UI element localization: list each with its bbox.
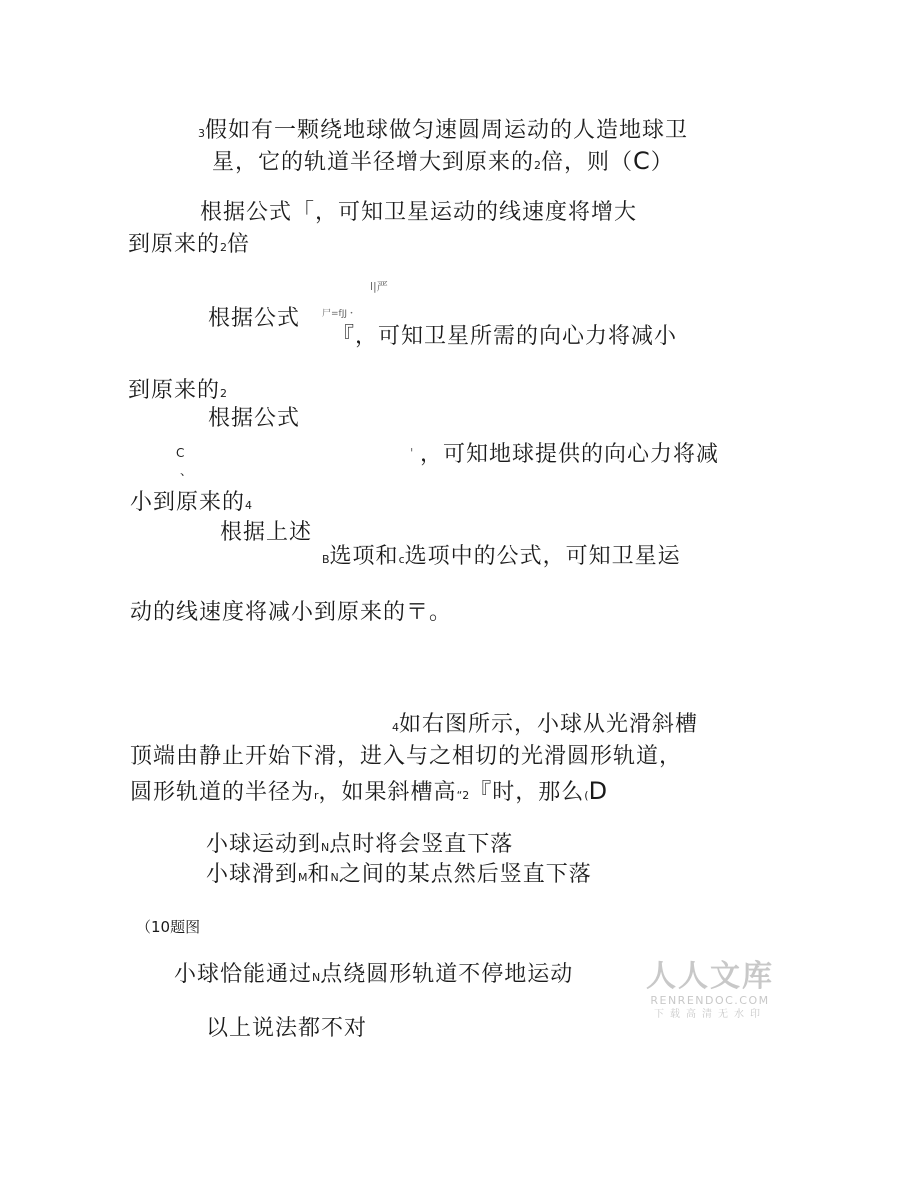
q4-stem-text3a: 圆形轨道的半径为: [130, 780, 315, 805]
q3-stem-close: ）: [650, 150, 674, 175]
q3-stem-line2: [212, 148, 674, 179]
q3-option-b-formula-small: 尸=fJJ・: [322, 309, 357, 319]
q4-stem-text1: 如右图所示，小球从光滑斜槽: [399, 712, 699, 737]
q4-answer: D: [588, 777, 609, 805]
q3-option-c-tick: 、: [180, 464, 193, 478]
q4-option-c-text1: 小球恰能通过: [174, 962, 313, 987]
q4-option-a-text1: 小球运动到: [206, 832, 322, 857]
q3-option-c-label: 根据公式: [208, 406, 301, 431]
q3-answer: C: [633, 147, 651, 175]
q3-stem-text2: 星，它的轨道半径增大到原来的: [212, 150, 535, 175]
q4-option-c-n: N: [312, 971, 321, 984]
q4-stem-text3b: ，如果斜槽高: [318, 780, 457, 805]
q3-option-b-text: 『，可知卫星所需的向心力将减小: [332, 324, 678, 349]
q3-option-b-label: 根据公式: [208, 306, 301, 331]
q3-number: 3: [198, 127, 205, 140]
q3-option-d-text: 选项中的公式，可知卫星运: [404, 544, 681, 569]
q4-option-b: [206, 862, 592, 891]
q3-option-b-sub: 2: [220, 387, 228, 400]
watermark-domain: RENRENDOC.COM: [650, 994, 770, 1007]
q3-stem-text1: 假如有一颗绕地球做匀速圆周运动的人造地球卫: [205, 118, 689, 143]
q4-figure-caption: （10题图: [136, 918, 201, 936]
q3-stem-line1: [198, 118, 688, 147]
q3-option-d-b: B: [322, 553, 330, 566]
q4-option-b-text3: 之间的某点然后竖直下落: [338, 862, 592, 887]
q4-option-c-text2: 点绕圆形轨道不停地运动: [320, 962, 574, 987]
q4-option-b-m: M: [298, 871, 308, 884]
q3-option-a-line1: 根据公式「，可知卫星运动的线速度将增大: [200, 200, 638, 225]
q4-stem-line2: 顶端由静止开始下滑，进入与之相切的光滑圆形轨道，: [130, 744, 683, 769]
q4-option-a-text2: 点时将会竖直下落: [329, 832, 514, 857]
q3-option-c-line2: [130, 490, 252, 519]
q4-stem-sub: “2: [456, 789, 470, 802]
q4-option-a: [206, 832, 513, 861]
q3-option-d-line2: 动的线速度将减小到原来的〒。: [130, 600, 453, 625]
q4-stem-text3c: 『时，那么: [469, 780, 585, 805]
q3-option-d-c: c: [398, 553, 405, 566]
q4-stem-r: r: [314, 789, 319, 802]
q3-option-c-quote: ': [410, 446, 414, 460]
q3-option-a-sub: 2: [220, 241, 228, 254]
q3-option-a-tail: 倍: [227, 232, 251, 257]
watermark-title: 人人文库: [646, 959, 774, 994]
q3-option-c-text: ，可知地球提供的向心力将减: [420, 442, 720, 467]
q3-option-c-sub: 4: [245, 499, 253, 512]
watermark-subtitle: 下载高清无水印: [654, 1009, 766, 1020]
q4-number: 4: [392, 721, 399, 734]
q3-option-c-text2: 小到原来的: [130, 490, 246, 515]
q4-option-b-n: N: [330, 871, 339, 884]
q4-option-c: [174, 962, 573, 991]
q3-option-d-line1: [322, 544, 681, 573]
q3-option-a-text: 到原来的: [128, 232, 221, 257]
q3-option-b-formula-top: l|严: [370, 280, 388, 293]
q3-option-d-mid: 选项和: [329, 544, 399, 569]
q4-stem-paren: (: [584, 789, 589, 802]
q3-stem-sub: 2: [534, 159, 542, 172]
q4-stem-line1: [392, 712, 698, 741]
q3-stem-tail: 倍，则（: [541, 150, 634, 175]
q4-option-b-text1: 小球滑到: [206, 862, 299, 887]
q4-stem-line3: [130, 778, 608, 809]
q3-option-b-line2: [128, 378, 227, 407]
q4-option-d: 以上说法都不对: [206, 1016, 368, 1041]
watermark: [646, 960, 774, 1022]
q4-option-b-text2: 和: [307, 862, 331, 887]
q3-option-b-text2: 到原来的: [128, 378, 221, 403]
q3-option-a-line2: [128, 232, 250, 261]
q3-option-c-mark: C: [176, 446, 185, 460]
q3-option-d-label: 根据上述: [220, 520, 313, 545]
q4-option-a-n: N: [321, 841, 330, 854]
